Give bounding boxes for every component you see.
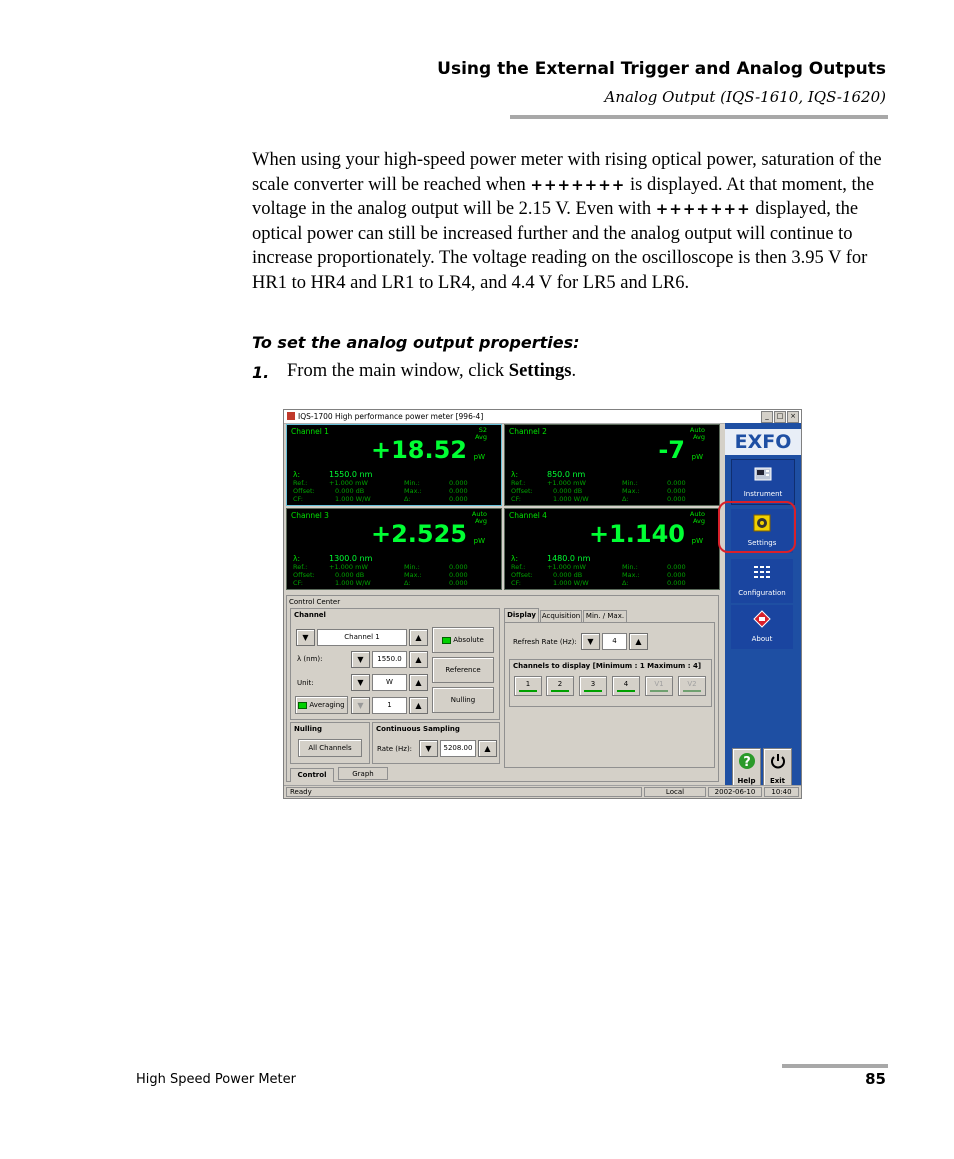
configuration-grid-icon [753, 564, 771, 582]
cf-label: CF: [293, 579, 303, 587]
cf-label: CF: [511, 579, 521, 587]
unit-up-button[interactable]: ▲ [409, 674, 428, 691]
offset-label: Offset: [293, 487, 315, 495]
min-label: Min.: [404, 479, 420, 487]
svg-text:?: ? [743, 755, 751, 770]
absolute-button[interactable]: Absolute [432, 627, 494, 653]
ref-value: +1.000 mW [329, 563, 368, 571]
channel-select[interactable]: Channel 1 [317, 629, 407, 646]
cf-value: 1.000 W/W [335, 495, 371, 503]
delta-value: 0.000 [449, 495, 468, 503]
about-book-icon [753, 610, 771, 628]
channel-bar [551, 690, 569, 692]
sidebar-item-label: Configuration [738, 589, 786, 597]
sidebar-item-about[interactable] [731, 605, 793, 649]
averaging-led [298, 702, 307, 709]
tab-graph[interactable]: Graph [338, 767, 388, 780]
display-channel-4-button[interactable]: 4 [612, 676, 640, 696]
step-number: 1. [252, 363, 270, 382]
max-value: 0.000 [449, 571, 468, 579]
unit-down-button[interactable]: ▼ [351, 674, 370, 691]
footer-product-name: High Speed Power Meter [136, 1072, 296, 1087]
channel-down-button[interactable]: ▼ [296, 629, 315, 646]
offset-label: Offset: [511, 487, 533, 495]
averaging-field[interactable]: 1 [372, 697, 407, 714]
refresh-rate-label: Refresh Rate (Hz): [513, 638, 577, 646]
ref-value: +1.000 mW [547, 479, 586, 487]
channel-mode: Auto Avg [689, 426, 705, 441]
step-text: From the main window, click Settings. [287, 361, 577, 381]
min-value: 0.000 [449, 479, 468, 487]
power-reading: +2.525 [370, 520, 467, 548]
power-unit: pW [473, 537, 485, 545]
close-button[interactable]: × [787, 411, 799, 423]
maximize-button[interactable]: □ [774, 411, 786, 423]
cf-label: CF: [293, 495, 303, 503]
min-label: Min.: [622, 563, 638, 571]
max-value: 0.000 [449, 487, 468, 495]
delta-label: Δ: [622, 495, 629, 503]
power-unit: pW [691, 537, 703, 545]
offset-value: 0.000 dB [553, 571, 583, 579]
averaging-up-button[interactable]: ▲ [409, 697, 428, 714]
channel-mode: S2 Avg [474, 426, 487, 441]
ref-label: Ref.: [511, 479, 526, 487]
display-channel-2-button[interactable]: 2 [546, 676, 574, 696]
app-window [283, 409, 802, 799]
group-title: Continuous Sampling [376, 725, 460, 733]
ref-label: Ref.: [293, 563, 308, 571]
body-paragraph: When using your high-speed power meter with rising optical power, saturation of the scale converter will be reached when +++++++ is displayed. At that moment, the voltage in the analog output will be 2.15 V. Even with +++++++ displayed, the optical power can still be increased further and the analog output will continue to increase proportionately. The voltage reading on the oscilloscope is then 3.95 V for HR1 to HR4 and LR1 to LR4, and 4.4 V for LR5 and LR6. [252, 150, 882, 293]
unit-label: Unit: [297, 679, 314, 687]
power-unit: pW [691, 453, 703, 461]
rate-down-button[interactable]: ▼ [419, 740, 438, 757]
min-value: 0.000 [449, 563, 468, 571]
channel-name: Channel 4 [509, 511, 547, 520]
channel-display-2[interactable] [504, 424, 720, 506]
minimize-button[interactable]: _ [761, 411, 773, 423]
channel-display-3[interactable] [286, 508, 502, 590]
lambda-label: λ: [511, 470, 518, 479]
ref-label: Ref.: [293, 479, 308, 487]
max-label: Max.: [404, 487, 422, 495]
power-reading: +1.140 [588, 520, 685, 548]
channel-group [290, 608, 500, 720]
sidebar-item-configuration[interactable] [731, 559, 793, 603]
channel-mode: Auto Avg [471, 510, 487, 525]
sidebar-item-label: Settings [747, 539, 777, 547]
display-channel-3-button[interactable]: 3 [579, 676, 607, 696]
lambda-label: λ (nm): [297, 655, 323, 663]
control-center [286, 595, 719, 782]
rate-field[interactable]: 5208.00 [440, 740, 476, 757]
min-value: 0.000 [667, 479, 686, 487]
group-title: Channels to display [Minimum : 1 Maximum : 4] [513, 662, 702, 670]
control-center-title: Control Center [289, 598, 341, 606]
min-label: Min.: [404, 563, 420, 571]
cf-value: 1.000 W/W [553, 579, 589, 587]
refresh-field[interactable]: 4 [602, 633, 627, 650]
channel-mode: Auto Avg [689, 510, 705, 525]
tab-display[interactable]: Display [504, 608, 539, 622]
app-icon [287, 412, 295, 420]
channel-button-row [514, 676, 710, 698]
unit-field[interactable]: W [372, 674, 407, 691]
instrument-icon [754, 465, 772, 483]
delta-label: Δ: [404, 579, 411, 587]
channel-up-button[interactable]: ▲ [409, 629, 428, 646]
display-v2-button[interactable]: V2 [678, 676, 706, 696]
rate-up-button[interactable]: ▲ [478, 740, 497, 757]
header-rule [510, 115, 888, 119]
status-date: 2002-06-10 [708, 787, 762, 797]
cf-value: 1.000 W/W [553, 495, 589, 503]
continuous-sampling-group [372, 722, 500, 764]
nulling-button[interactable]: Nulling [432, 687, 494, 713]
sidebar-item-instrument[interactable] [731, 459, 795, 505]
channel-bar [519, 690, 537, 692]
display-tab-panel [504, 622, 715, 768]
delta-label: Δ: [622, 579, 629, 587]
footer-rule [782, 1064, 888, 1068]
tab-acquisition[interactable]: Acquisition [541, 612, 581, 620]
channel-name: Channel 2 [509, 427, 547, 436]
help-button[interactable] [732, 748, 761, 789]
lambda-down-button[interactable]: ▼ [351, 651, 370, 668]
page-number: 85 [865, 1070, 886, 1088]
cf-value: 1.000 W/W [335, 579, 371, 587]
delta-value: 0.000 [449, 579, 468, 587]
tab-control[interactable]: Control [290, 768, 334, 782]
help-label: Help [737, 777, 756, 785]
procedure-heading: To set the analog output properties: [252, 333, 580, 352]
nulling-group [290, 722, 370, 764]
delta-value: 0.000 [667, 495, 686, 503]
exit-button[interactable] [763, 748, 792, 789]
all-channels-button[interactable]: All Channels [298, 739, 362, 757]
channels-to-display-group [509, 659, 712, 707]
max-value: 0.000 [667, 571, 686, 579]
group-title: Nulling [294, 725, 323, 733]
power-icon [769, 752, 787, 770]
ref-value: +1.000 mW [329, 479, 368, 487]
channel-bar [617, 690, 635, 692]
lambda-label: λ: [511, 554, 518, 563]
offset-value: 0.000 dB [335, 571, 365, 579]
sidebar-item-label: Instrument [743, 490, 783, 498]
averaging-down-button[interactable]: ▼ [351, 697, 370, 714]
display-v1-button[interactable]: V1 [645, 676, 673, 696]
min-label: Min.: [622, 479, 638, 487]
status-bar [284, 785, 801, 799]
min-value: 0.000 [667, 563, 686, 571]
window-title: IQS-1700 High performance power meter [996-4] [298, 412, 484, 421]
power-reading: +18.52 [370, 436, 467, 464]
settings-highlight-ring [718, 501, 796, 553]
channel-name: Channel 3 [291, 511, 329, 520]
max-label: Max.: [622, 571, 640, 579]
absolute-led [442, 637, 451, 644]
delta-label: Δ: [404, 495, 411, 503]
reference-button[interactable]: Reference [432, 657, 494, 683]
power-unit: pW [473, 453, 485, 461]
sidebar [725, 423, 801, 793]
running-header-title: Using the External Trigger and Analog Outputs [437, 59, 886, 79]
wavelength-value: 850.0 nm [547, 470, 586, 479]
offset-value: 0.000 dB [553, 487, 583, 495]
delta-value: 0.000 [667, 579, 686, 587]
lambda-field[interactable]: 1550.0 [372, 651, 407, 668]
channel-bar [584, 690, 602, 692]
sidebar-item-label: About [751, 635, 773, 643]
lambda-up-button[interactable]: ▲ [409, 651, 428, 668]
channel-display-4[interactable] [504, 508, 720, 590]
max-label: Max.: [404, 571, 422, 579]
wavelength-value: 1300.0 nm [329, 554, 373, 563]
title-bar [284, 410, 801, 424]
ref-value: +1.000 mW [547, 563, 586, 571]
refresh-down-button[interactable]: ▼ [581, 633, 600, 650]
exfo-logo: EXFO [725, 429, 801, 455]
offset-label: Offset: [293, 571, 315, 579]
channel-bar [650, 690, 668, 692]
channel-bar [683, 690, 701, 692]
max-label: Max.: [622, 487, 640, 495]
wavelength-value: 1480.0 nm [547, 554, 591, 563]
status-state: Ready [286, 787, 642, 797]
help-question-icon [738, 752, 756, 770]
power-reading: -7 [658, 436, 685, 464]
window-controls [761, 411, 799, 423]
wavelength-value: 1550.0 nm [329, 470, 373, 479]
status-time: 10:40 [764, 787, 799, 797]
exit-label: Exit [769, 777, 786, 785]
channel-name: Channel 1 [291, 427, 329, 436]
max-value: 0.000 [667, 487, 686, 495]
running-header-subtitle: Analog Output (IQS-1610, IQS-1620) [604, 88, 886, 106]
display-channel-1-button[interactable]: 1 [514, 676, 542, 696]
channel-display-1[interactable] [286, 424, 502, 506]
ref-label: Ref.: [511, 563, 526, 571]
rate-label: Rate (Hz): [377, 745, 413, 753]
group-title: Channel [294, 611, 326, 619]
lambda-label: λ: [293, 470, 300, 479]
cf-label: CF: [511, 495, 521, 503]
offset-label: Offset: [511, 571, 533, 579]
averaging-button[interactable]: Averaging [295, 696, 348, 714]
status-mode: Local [644, 787, 706, 797]
offset-value: 0.000 dB [335, 487, 365, 495]
refresh-up-button[interactable]: ▲ [629, 633, 648, 650]
lambda-label: λ: [293, 554, 300, 563]
tab-min-max[interactable]: Min. / Max. [583, 610, 627, 622]
